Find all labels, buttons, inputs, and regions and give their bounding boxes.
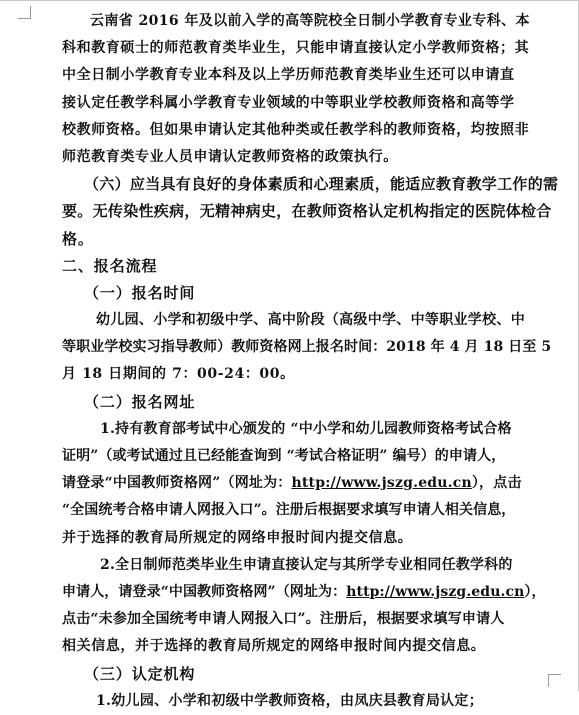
paragraph-text: 请登录“中国教师资格网”（网址为： [62, 475, 292, 492]
paragraph-line: 师范教育类专业人员申请认定教师资格的政策执行。 [62, 148, 398, 165]
subsection-heading: （三）认定机构 [84, 664, 196, 683]
paragraph-text: ），点击 [471, 475, 522, 492]
paragraph-line: 点击“未参加全国统考申请人网报入口”。注册后，根据要求填写申请人 [62, 611, 505, 628]
paragraph-line: 1.持有教育部考试中心颁发的 “中小学和幼儿园教师资格考试合格 [100, 420, 512, 437]
website-link[interactable]: http://www.jszg.edu.cn [291, 475, 472, 492]
paragraph-text: ）， [524, 583, 546, 600]
page-edge-top [0, 0, 579, 1]
paragraph-text: 申请人，请登录“中国教师资格网”（网址为： [62, 583, 347, 600]
subsection-heading: （一）报名时间 [84, 283, 196, 302]
paragraph-line: 并于选择的教育局所规定的网络申报时间内提交信息。 [62, 529, 413, 546]
paragraph-line: 2.全日制师范类毕业生申请直接认定与其所学专业相同任教学科的 [100, 556, 513, 573]
subsection-heading: （二）报名网址 [84, 392, 196, 411]
crop-mark-bottom-right [548, 674, 561, 687]
paragraph-line: 等职业学校实习指导教师）教师资格网上报名时间：2018 年 4 月 18 日至 5 [62, 339, 552, 356]
paragraph-line: 1.幼儿园、小学和初级中学教师资格，由凤庆县教育局认定； [96, 692, 484, 709]
paragraph-line: 云南省 2016 年及以前入学的高等院校全日制小学教育专业专科、本 [90, 13, 530, 29]
paragraph-line: “全国统考合格申请人网报入口”。注册后根据要求填写申请人相关信息， [62, 502, 516, 519]
paragraph-line: 中全日制小学教育专业本科及以上学历师范教育类毕业生还可以申请直 [62, 67, 515, 84]
paragraph-line: 相关信息，并于选择的教育局所规定的网络申报时间内提交信息。 [62, 638, 486, 655]
paragraph-line: 幼儿园、小学和初级中学、高中阶段（高级中学、中等职业学校、中 [96, 312, 525, 329]
crop-mark-top-left [18, 6, 31, 19]
document-body [62, 8, 559, 715]
paragraph-line [62, 579, 546, 606]
paragraph-line: 证明”（或考试通过且已经能查询到 “考试合格证明” 编号）的申请人， [62, 448, 506, 464]
paragraph-line: 要。无传染性疾病，无精神病史，在教师资格认定机构指定的医院体检合 [62, 202, 552, 221]
paragraph-line [62, 470, 528, 497]
paragraph-line: 校教师资格。但如果申请认定其他种类或任教学科的教师资格，均按照非 [62, 121, 530, 138]
paragraph-line: 格。 [62, 229, 94, 248]
paragraph-line: 月 18 日期间的 7：00-24：00。 [62, 366, 295, 383]
section-heading: 二、报名流程 [62, 256, 158, 275]
website-link[interactable]: http://www.jszg.edu.cn [346, 583, 525, 600]
paragraph-line: （六）应当具有良好的身体素质和心理素质，能适应教育教学工作的需 [84, 175, 559, 194]
paragraph-line: 科和教育硕士的师范教育类毕业生，只能申请直接认定小学教师资格；其 [62, 40, 530, 57]
paragraph-line: 接认定任教学科属小学教育专业领域的中等职业学校教师资格和高等学 [62, 94, 515, 111]
